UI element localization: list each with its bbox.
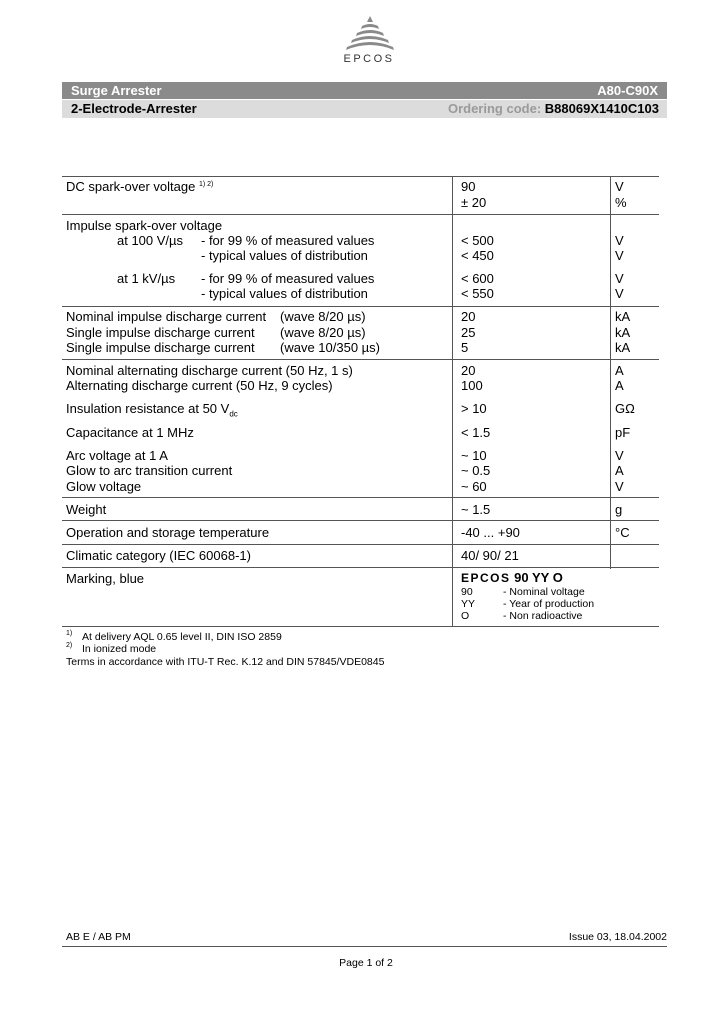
weight-value: ~ 1.5 xyxy=(461,502,491,517)
footer-divider xyxy=(62,946,667,947)
arc-value: ~ 60 xyxy=(461,479,487,494)
title-bar xyxy=(62,82,667,99)
part-number: A80-C90X xyxy=(597,83,658,98)
capacitance-label: Capacitance at 1 MHz xyxy=(66,425,194,440)
discharge-wave: (wave 8/20 µs) xyxy=(280,309,366,324)
alternating-label: Nominal alternating discharge current (50 Hz, 1 s) xyxy=(66,363,353,378)
arc-unit: V xyxy=(615,479,624,494)
insulation-value: > 10 xyxy=(461,401,487,416)
impulse-for99-100: - for 99 % of measured values xyxy=(201,233,375,248)
weight-unit: g xyxy=(615,502,623,517)
product-title: Surge Arrester xyxy=(71,83,162,98)
discharge-wave: (wave 10/350 µs) xyxy=(280,340,380,355)
impulse-unit: V xyxy=(615,271,624,286)
impulse-at100: at 100 V/µs xyxy=(117,233,184,248)
terms-note: Terms in accordance with ITU-T Rec. K.12 and DIN 57845/VDE0845 xyxy=(66,656,385,668)
impulse-typical-1k: - typical values of distribution xyxy=(201,286,368,301)
temperature-label: Operation and storage temperature xyxy=(66,525,270,540)
marking-legend-key: YY xyxy=(461,598,476,610)
marking-legend-key: 90 xyxy=(461,586,473,598)
impulse-for99-1k: - for 99 % of measured values xyxy=(201,271,375,286)
discharge-value: 20 xyxy=(461,309,476,324)
dc-spark-label: DC spark-over voltage $^{1) 2)}$ xyxy=(66,179,214,194)
page-number: Page 1 of 2 xyxy=(339,957,393,969)
impulse-typical-100: - typical values of distribution xyxy=(201,248,368,263)
product-subtitle: 2-Electrode-Arrester xyxy=(71,101,197,116)
dc-spark-unit: V xyxy=(615,179,624,194)
arc-unit: A xyxy=(615,463,624,478)
arc-value: ~ 0.5 xyxy=(461,463,491,478)
footnote-mark: 2) xyxy=(66,642,73,649)
alternating-unit: A xyxy=(615,363,624,378)
discharge-value: 5 xyxy=(461,340,469,355)
arc-value: ~ 10 xyxy=(461,448,487,463)
temperature-value: -40 ... +90 xyxy=(461,525,520,540)
impulse-at1k: at 1 kV/µs xyxy=(117,271,176,286)
dc-spark-tolerance: ± 20 xyxy=(461,195,487,210)
arc-label: Glow voltage xyxy=(66,479,142,494)
subtitle-bar xyxy=(62,100,667,118)
alternating-label: Alternating discharge current (50 Hz, 9 cycles) xyxy=(66,378,333,393)
insulation-label: Insulation resistance at 50 $V_{dc}$ xyxy=(66,401,238,419)
impulse-value: < 450 xyxy=(461,248,494,263)
alternating-unit: A xyxy=(615,378,624,393)
insulation-unit: GΩ xyxy=(615,401,635,416)
impulse-value: < 500 xyxy=(461,233,494,248)
arc-label: Glow to arc transition current xyxy=(66,463,233,478)
marking-legend-desc: - Nominal voltage xyxy=(503,586,585,598)
arc-label: Arc voltage at 1 A xyxy=(66,448,168,463)
marking-code: EPCOS 90 YY O xyxy=(461,570,563,585)
capacitance-value: < 1.5 xyxy=(461,425,491,440)
impulse-label: Impulse spark-over voltage xyxy=(66,218,223,233)
dc-spark-tol-unit: % xyxy=(615,195,627,210)
ordering-code: Ordering code: B88069X1410C103 xyxy=(447,101,659,116)
capacitance-unit: pF xyxy=(615,425,631,440)
discharge-label: Nominal impulse discharge current xyxy=(66,309,267,324)
footnote-mark: 1) xyxy=(66,630,73,637)
arc-unit: V xyxy=(615,448,624,463)
footer-department: AB E / AB PM xyxy=(66,931,131,943)
impulse-value: < 550 xyxy=(461,286,494,301)
impulse-unit: V xyxy=(615,286,624,301)
temperature-unit: °C xyxy=(615,525,630,540)
alternating-value: 20 xyxy=(461,363,476,378)
discharge-value: 25 xyxy=(461,325,476,340)
impulse-value: < 600 xyxy=(461,271,494,286)
footer-issue: Issue 03, 18.04.2002 xyxy=(568,931,667,943)
marking-legend-key: O xyxy=(461,610,470,622)
footnote-text: In ionized mode xyxy=(82,643,157,655)
footnote-text: At delivery AQL 0.65 level II, DIN ISO 2859 xyxy=(82,631,282,643)
marking-legend-desc: - Year of production xyxy=(503,598,595,610)
marking-label: Marking, blue xyxy=(66,571,145,586)
impulse-unit: V xyxy=(615,248,624,263)
weight-label: Weight xyxy=(66,502,107,517)
dc-spark-value: 90 xyxy=(461,179,476,194)
alternating-value: 100 xyxy=(461,378,483,393)
discharge-unit: kA xyxy=(615,340,631,355)
climatic-value: 40/ 90/ 21 xyxy=(461,548,519,563)
discharge-unit: kA xyxy=(615,309,631,324)
impulse-unit: V xyxy=(615,233,624,248)
discharge-label: Single impulse discharge current xyxy=(66,325,255,340)
climatic-label: Climatic category (IEC 60068-1) xyxy=(66,548,251,563)
logo-text: EPCOS xyxy=(343,53,395,65)
marking-legend-desc: - Non radioactive xyxy=(503,610,583,622)
discharge-wave: (wave 8/20 µs) xyxy=(280,325,366,340)
discharge-unit: kA xyxy=(615,325,631,340)
discharge-label: Single impulse discharge current xyxy=(66,340,255,355)
